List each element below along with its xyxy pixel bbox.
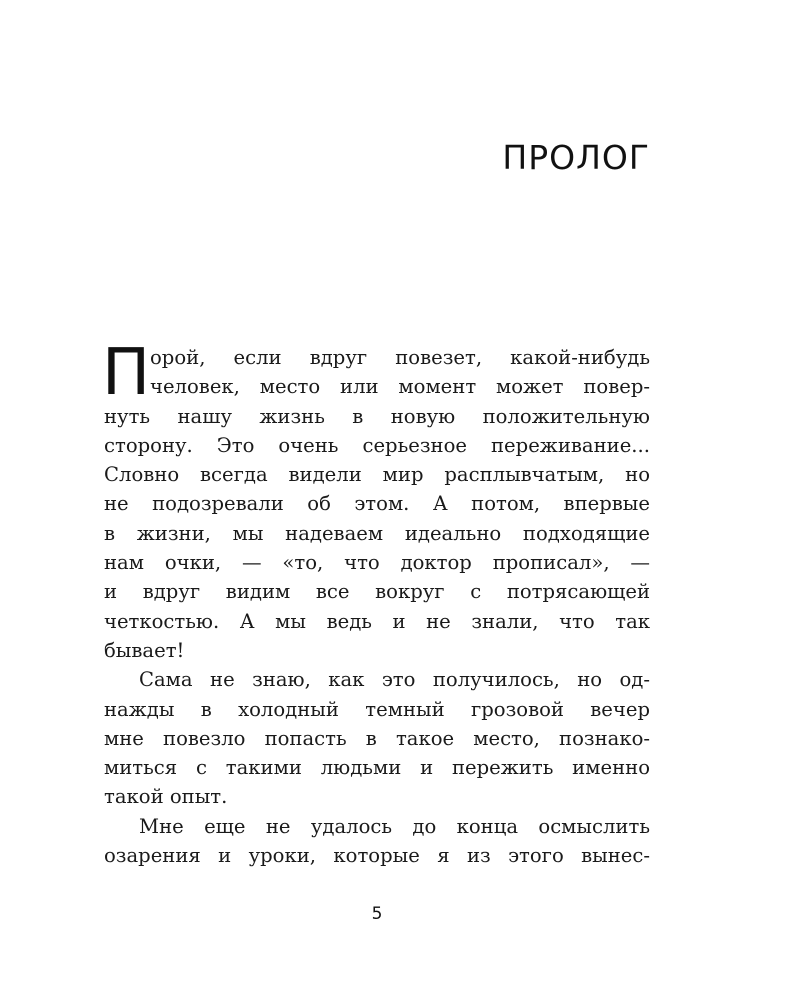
text-line: нам очки, — «то, что доктор прописал», — bbox=[104, 551, 650, 575]
text-line: нажды в холодный темный грозовой вечер bbox=[104, 697, 650, 721]
page-number: 5 bbox=[371, 904, 383, 924]
paragraph-1 bbox=[102, 336, 650, 665]
text-line: Сама не знаю, как это получилось, но од- bbox=[139, 668, 650, 692]
text-line: четкостью. А мы ведь и не знали, что так bbox=[104, 609, 650, 633]
text-line: озарения и уроки, которые я из этого вынес- bbox=[104, 844, 650, 868]
text-line: такой опыт. bbox=[104, 785, 228, 809]
paragraph-1-wrapper bbox=[102, 336, 650, 665]
chapter-title: ПРОЛОГ bbox=[502, 138, 650, 177]
text-line: орой, если вдруг повезет, какой-нибудь bbox=[150, 346, 650, 369]
text-line: нуть нашу жизнь в новую положительную bbox=[104, 404, 650, 428]
text-line: сторону. Это очень серьезное переживание... bbox=[104, 433, 650, 457]
text-line: и вдруг видим все вокруг с потрясающей bbox=[104, 580, 650, 604]
drop-cap: П bbox=[102, 336, 151, 410]
text-line: бывает! bbox=[104, 638, 185, 662]
paragraph-3 bbox=[104, 812, 650, 871]
text-line: Мне еще не удалось до конца осмыслить bbox=[139, 814, 650, 838]
paragraph-2 bbox=[104, 665, 650, 811]
text-line: в жизни, мы надеваем идеально подходящие bbox=[104, 521, 650, 545]
text-line: Словно всегда видели мир расплывчатым, но bbox=[104, 463, 650, 487]
text-line: не подозревали об этом. А потом, впервые bbox=[104, 492, 650, 516]
text-line: мне повезло попасть в такое место, познако- bbox=[104, 726, 650, 750]
text-line: человек, место или момент может повер- bbox=[150, 375, 650, 399]
body-text bbox=[102, 336, 650, 870]
text-line: миться с такими людьми и пережить именно bbox=[104, 756, 650, 780]
